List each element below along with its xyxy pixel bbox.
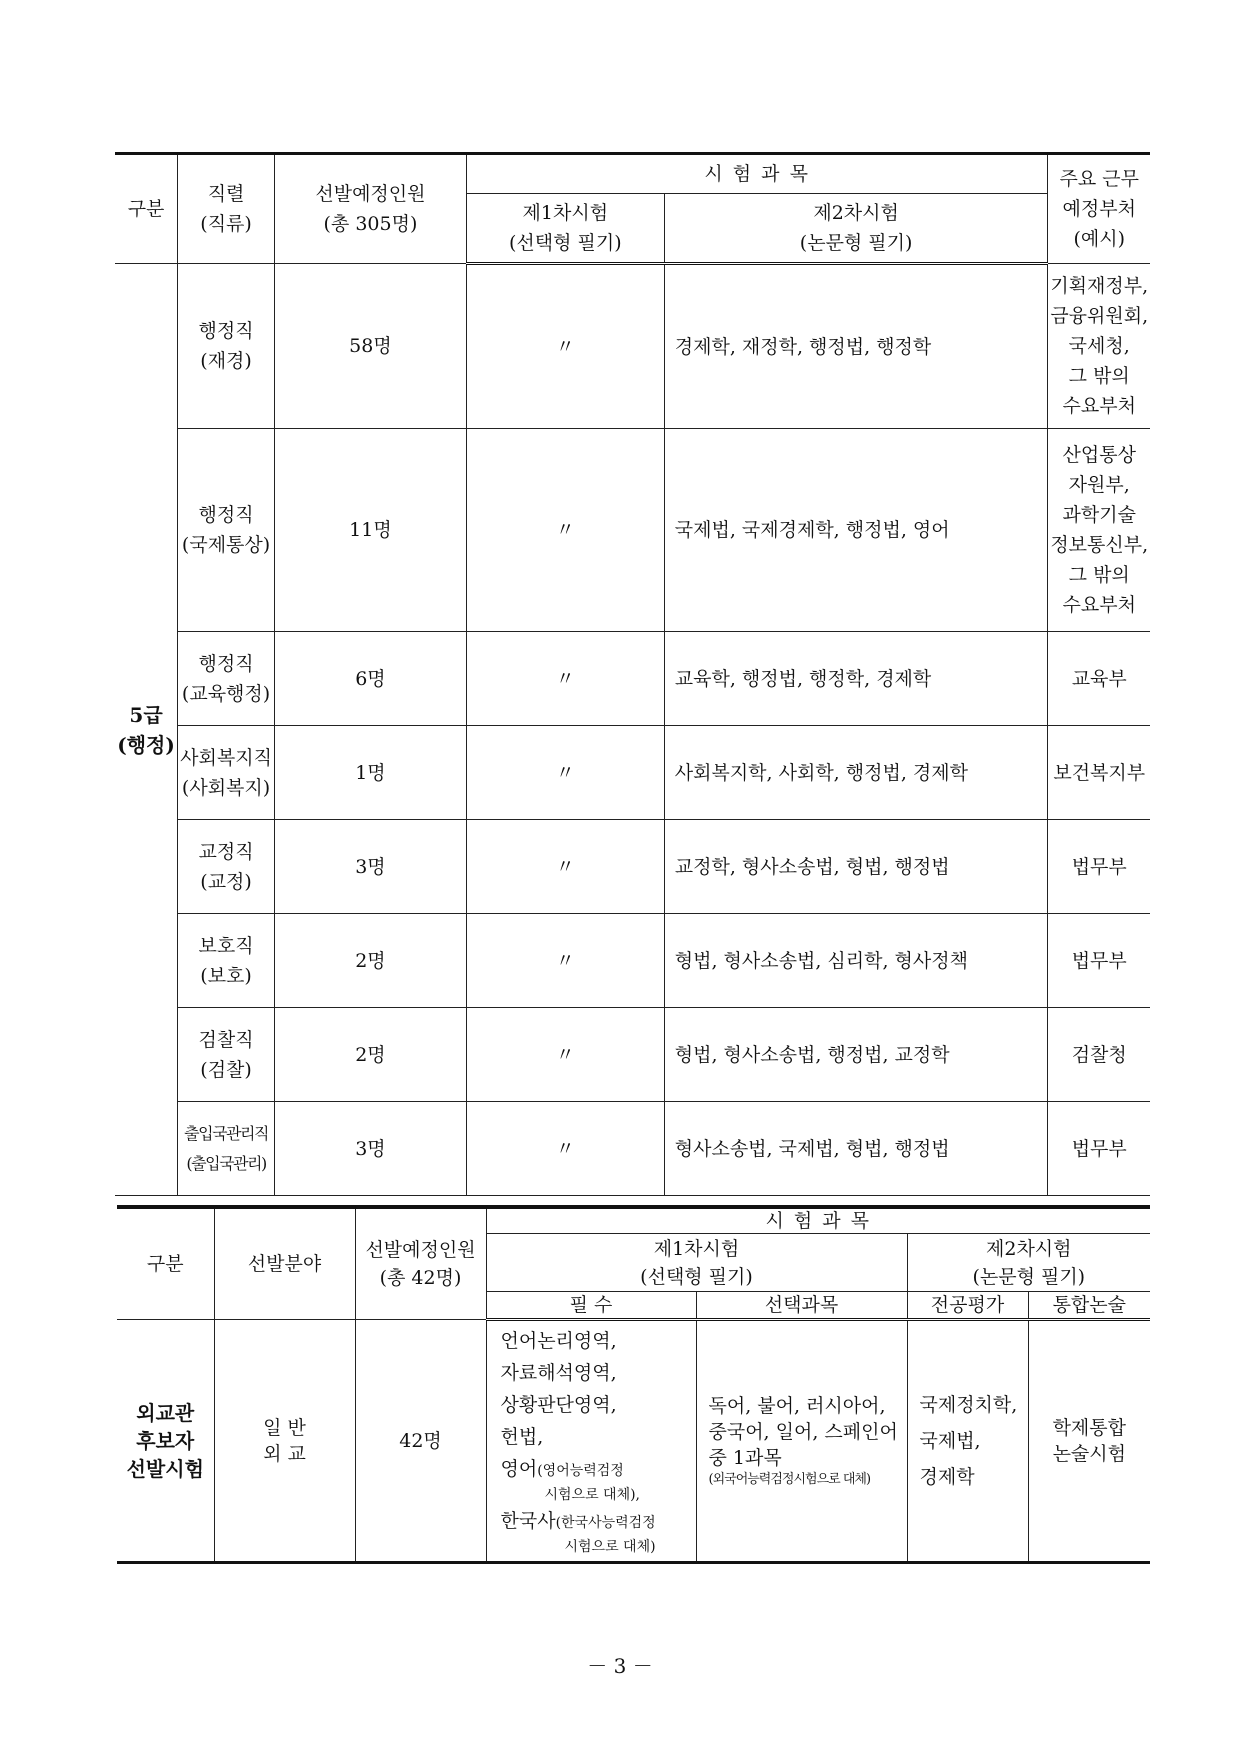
job-cell: 교정직 (교정)	[178, 820, 275, 914]
table-header-row	[115, 154, 1150, 194]
second-exam-cell: 형법, 형사소송법, 행정법, 교정학	[664, 1008, 1048, 1102]
count-cell: 2명	[275, 914, 467, 1008]
table-diplomat-exam	[117, 1205, 1150, 1564]
page-number: － 3 －	[587, 1654, 653, 1678]
table-row	[115, 820, 1150, 914]
dept-cell: 보건복지부	[1048, 726, 1150, 820]
group-label: 5급 (행정)	[115, 264, 178, 1196]
header-jikryeol: 직렬 (직류)	[178, 154, 275, 264]
dept-cell: 검찰청	[1048, 1008, 1150, 1102]
header-required: 필 수	[486, 1292, 696, 1320]
elective-cell: 독어, 불어, 러시아어, 중국어, 일어, 스페인어 중 1과목 (외국어능력검정시험으로 대체)	[696, 1320, 907, 1563]
table-header-row	[117, 1207, 1150, 1234]
second-exam-cell: 사회복지학, 사회학, 행정법, 경제학	[664, 726, 1048, 820]
second-exam-cell: 국제법, 국제경제학, 행정법, 영어	[664, 429, 1048, 632]
second-exam-cell: 교육학, 행정법, 행정학, 경제학	[664, 632, 1048, 726]
job-cell: 검찰직 (검찰)	[178, 1008, 275, 1102]
dept-cell: 산업통상 자원부, 과학기술 정보통신부, 그 밖의 수요부처	[1048, 429, 1150, 632]
second-exam-cell: 형사소송법, 국제법, 형법, 행정법	[664, 1102, 1048, 1196]
dept-cell: 기획재정부, 금융위원회, 국세청, 그 밖의 수요부처	[1048, 264, 1150, 429]
first-exam-cell: 〃	[466, 632, 664, 726]
count-cell: 2명	[275, 1008, 467, 1102]
job-cell: 사회복지직 (사회복지)	[178, 726, 275, 820]
dept-cell: 법무부	[1048, 914, 1150, 1008]
job-cell: 출입국관리직 (출입국관리)	[178, 1102, 275, 1196]
table-row	[115, 1008, 1150, 1102]
first-exam-cell: 〃	[466, 914, 664, 1008]
header-elective: 선택과목	[696, 1292, 907, 1320]
first-exam-cell: 〃	[466, 1102, 664, 1196]
table-row	[115, 429, 1150, 632]
table-row	[115, 264, 1150, 429]
job-cell: 행정직 (교육행정)	[178, 632, 275, 726]
count-cell: 3명	[275, 1102, 467, 1196]
count-cell: 42명	[355, 1320, 486, 1563]
second-exam-cell: 경제학, 재정학, 행정법, 행정학	[664, 264, 1048, 429]
table-5급-haengjeong	[115, 152, 1150, 1196]
count-cell: 58명	[275, 264, 467, 429]
group-label: 외교관 후보자 선발시험	[117, 1320, 214, 1563]
header-field: 선발분야	[214, 1207, 355, 1320]
field-cell: 일 반 외 교	[214, 1320, 355, 1563]
header-second-exam: 제2차시험 (논문형 필기)	[664, 194, 1048, 264]
table-row	[115, 1102, 1150, 1196]
header-inwon: 선발예정인원 (총 42명)	[355, 1207, 486, 1320]
count-cell: 3명	[275, 820, 467, 914]
job-cell: 행정직 (국제통상)	[178, 429, 275, 632]
dept-cell: 법무부	[1048, 1102, 1150, 1196]
count-cell: 11명	[275, 429, 467, 632]
first-exam-cell: 〃	[466, 820, 664, 914]
table-row	[115, 726, 1150, 820]
header-inwon: 선발예정인원 (총 305명)	[275, 154, 467, 264]
header-essay: 통합논술	[1028, 1292, 1150, 1320]
second-exam-cell: 형법, 형사소송법, 심리학, 형사정책	[664, 914, 1048, 1008]
header-gubun: 구분	[115, 154, 178, 264]
header-second-exam: 제2차시험 (논문형 필기)	[907, 1234, 1150, 1292]
header-subjects: 시 험 과 목	[486, 1207, 1150, 1234]
count-cell: 1명	[275, 726, 467, 820]
dept-cell: 교육부	[1048, 632, 1150, 726]
header-subjects: 시 험 과 목	[466, 154, 1048, 194]
dept-cell: 법무부	[1048, 820, 1150, 914]
second-exam-cell: 교정학, 형사소송법, 형법, 행정법	[664, 820, 1048, 914]
job-cell: 보호직 (보호)	[178, 914, 275, 1008]
table-row	[115, 632, 1150, 726]
table-row	[115, 914, 1150, 1008]
first-exam-cell: 〃	[466, 429, 664, 632]
major-cell: 국제정치학, 국제법, 경제학	[907, 1320, 1028, 1563]
header-first-exam: 제1차시험 (선택형 필기)	[466, 194, 664, 264]
first-exam-cell: 〃	[466, 264, 664, 429]
table-row	[117, 1320, 1150, 1563]
essay-cell: 학제통합 논술시험	[1028, 1320, 1150, 1563]
header-dept: 주요 근무 예정부처 (예시)	[1048, 154, 1150, 264]
first-exam-cell: 〃	[466, 1008, 664, 1102]
header-major: 전공평가	[907, 1292, 1028, 1320]
required-cell: 언어논리영역, 자료해석영역, 상황판단영역, 헌법, 영어(영어능력검정 시험으로 대체), 한국사(한국사능력검정 시험으로 대체)	[486, 1320, 696, 1563]
header-gubun: 구분	[117, 1207, 214, 1320]
first-exam-cell: 〃	[466, 726, 664, 820]
header-first-exam: 제1차시험 (선택형 필기)	[486, 1234, 907, 1292]
job-cell: 행정직 (재경)	[178, 264, 275, 429]
count-cell: 6명	[275, 632, 467, 726]
